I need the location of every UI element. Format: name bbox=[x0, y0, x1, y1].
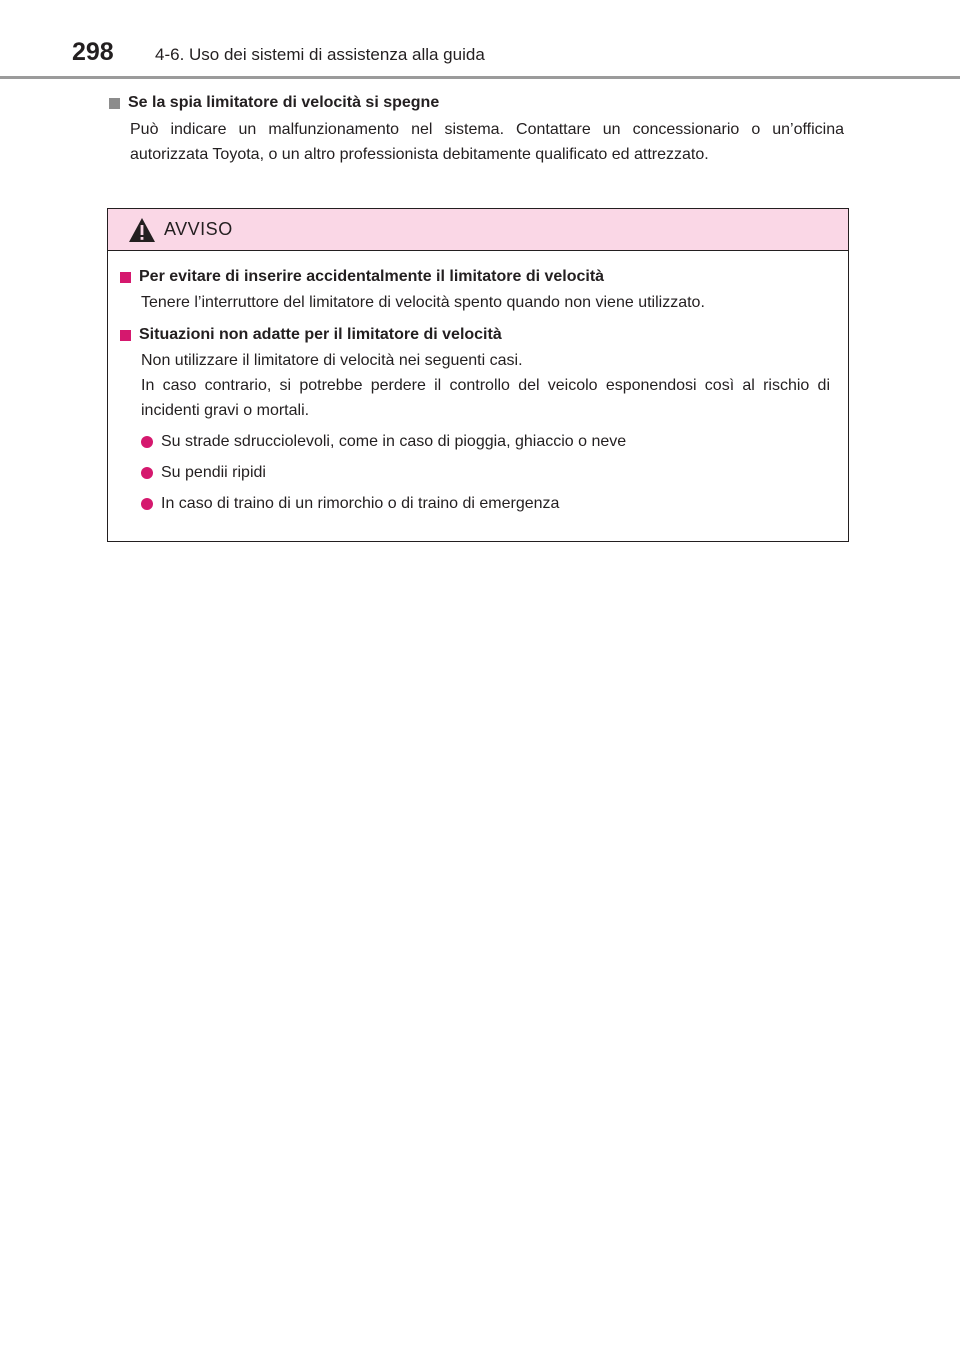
warning-section-text: In caso contrario, si potrebbe perdere il controllo del veicolo esponendosi così al rischio di incidenti gravi o mortali. bbox=[141, 377, 830, 419]
circle-bullet-icon bbox=[141, 436, 153, 448]
warning-section-text: Non utilizzare il limitatore di velocità nei seguenti casi. bbox=[141, 352, 523, 369]
warning-section-text: Tenere l’interruttore del limitatore di velocità spento quando non viene utilizzato. bbox=[141, 294, 705, 311]
square-bullet-icon bbox=[120, 272, 131, 283]
warning-section-heading bbox=[120, 267, 830, 287]
list-item-text: Su strade sdrucciolevoli, come in caso di pioggia, ghiaccio o neve bbox=[161, 433, 627, 450]
circle-bullet-icon bbox=[141, 467, 153, 479]
warning-bullet-list bbox=[141, 431, 830, 515]
list-item bbox=[141, 431, 830, 453]
warning-section-heading-text: Per evitare di inserire accidentalmente il limitatore di velocità bbox=[139, 268, 605, 285]
warning-section-heading bbox=[120, 325, 830, 345]
page-number: 298 bbox=[72, 38, 114, 66]
circle-bullet-icon bbox=[141, 498, 153, 510]
intro-heading bbox=[109, 93, 844, 113]
list-item bbox=[141, 493, 830, 515]
header-divider bbox=[0, 76, 960, 79]
section-title: 4-6. Uso dei sistemi di assistenza alla guida bbox=[155, 45, 485, 64]
intro-section bbox=[109, 93, 844, 167]
intro-text: Può indicare un malfunzionamento nel sistema. Contattare un concessionario o un’officina autorizzata Toyota, o un altro professionista debitamente qualificato ed attrezzato. bbox=[130, 121, 844, 163]
square-bullet-icon bbox=[120, 330, 131, 341]
warning-section-heading-text: Situazioni non adatte per il limitatore di velocità bbox=[139, 326, 502, 343]
warning-body bbox=[108, 251, 848, 515]
square-bullet-icon bbox=[109, 98, 120, 109]
warning-box bbox=[107, 208, 849, 542]
warning-label: AVVISO bbox=[164, 219, 233, 239]
warning-header bbox=[108, 209, 848, 251]
warning-triangle-icon bbox=[128, 217, 156, 243]
list-item-text: In caso di traino di un rimorchio o di traino di emergenza bbox=[161, 495, 560, 512]
list-item-text: Su pendii ripidi bbox=[161, 464, 266, 481]
intro-heading-text: Se la spia limitatore di velocità si spegne bbox=[128, 94, 440, 111]
list-item bbox=[141, 462, 830, 484]
